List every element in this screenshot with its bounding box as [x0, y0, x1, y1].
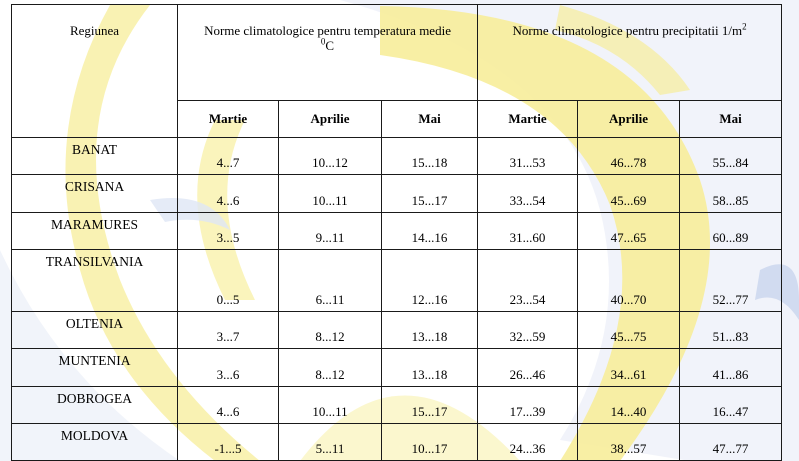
- value-cell: 4...6: [178, 175, 279, 213]
- value-cell: 3...5: [178, 213, 279, 250]
- value-cell: 34...61: [578, 349, 680, 387]
- value-cell: 24...36: [478, 424, 578, 461]
- table-row: [12, 138, 782, 175]
- value-cell: 40...70: [578, 250, 680, 312]
- value-cell: 45...75: [578, 312, 680, 349]
- value-cell: 3...7: [178, 312, 279, 349]
- value-cell: 3...6: [178, 349, 279, 387]
- value-cell: 8...12: [279, 312, 382, 349]
- precipitation-unit-superscript: 2: [742, 21, 747, 32]
- value-cell: 52...77: [680, 250, 782, 312]
- value-cell: 32...59: [478, 312, 578, 349]
- region-cell: TRANSILVANIA: [12, 250, 178, 312]
- value-cell: 16...47: [680, 387, 782, 424]
- region-cell: BANAT: [12, 138, 178, 175]
- value-cell: 33...54: [478, 175, 578, 213]
- value-cell: 58...85: [680, 175, 782, 213]
- value-cell: 6...11: [279, 250, 382, 312]
- value-cell: 13...18: [382, 349, 478, 387]
- table-container: [11, 4, 782, 461]
- value-cell: 31...53: [478, 138, 578, 175]
- value-cell: 8...12: [279, 349, 382, 387]
- value-cell: 4...7: [178, 138, 279, 175]
- month-header: Martie: [178, 101, 279, 138]
- month-header: Mai: [382, 101, 478, 138]
- value-cell: 10...11: [279, 387, 382, 424]
- value-cell: 60...89: [680, 213, 782, 250]
- value-cell: 14...16: [382, 213, 478, 250]
- region-cell: MOLDOVA: [12, 424, 178, 461]
- value-cell: 0...5: [178, 250, 279, 312]
- month-header: Martie: [478, 101, 578, 138]
- month-header: Aprilie: [578, 101, 680, 138]
- table-row: [12, 175, 782, 213]
- value-cell: 31...60: [478, 213, 578, 250]
- temperature-header-text: Norme climatologice pentru temperatura medie: [204, 23, 451, 38]
- temperature-unit: C: [325, 38, 335, 53]
- precipitation-header-text: Norme climatologice pentru precipitatii 1/m: [512, 23, 743, 38]
- temperature-unit-superscript: 0: [320, 36, 326, 47]
- table-row: [12, 349, 782, 387]
- value-cell: 10...12: [279, 138, 382, 175]
- value-cell: 15...17: [382, 175, 478, 213]
- value-cell: 10...11: [279, 175, 382, 213]
- table-row: [12, 250, 782, 312]
- table-row: [12, 387, 782, 424]
- header-row-groups: [12, 5, 782, 101]
- value-cell: 47...65: [578, 213, 680, 250]
- region-cell: MARAMURES: [12, 213, 178, 250]
- value-cell: 15...17: [382, 387, 478, 424]
- value-cell: 13...18: [382, 312, 478, 349]
- value-cell: 38...57: [578, 424, 680, 461]
- value-cell: 26...46: [478, 349, 578, 387]
- value-cell: 5...11: [279, 424, 382, 461]
- value-cell: 9...11: [279, 213, 382, 250]
- value-cell: 17...39: [478, 387, 578, 424]
- value-cell: 4...6: [178, 387, 279, 424]
- precipitation-group-header: [478, 5, 782, 101]
- value-cell: 47...77: [680, 424, 782, 461]
- region-header: Regiunea: [12, 5, 178, 138]
- value-cell: -1...5: [178, 424, 279, 461]
- table-row: [12, 312, 782, 349]
- month-header: Aprilie: [279, 101, 382, 138]
- region-cell: OLTENIA: [12, 312, 178, 349]
- value-cell: 10...17: [382, 424, 478, 461]
- value-cell: 23...54: [478, 250, 578, 312]
- table-row: [12, 424, 782, 461]
- value-cell: 41...86: [680, 349, 782, 387]
- climate-norms-table: [11, 4, 782, 461]
- value-cell: 12...16: [382, 250, 478, 312]
- value-cell: 14...40: [578, 387, 680, 424]
- table-row: [12, 213, 782, 250]
- value-cell: 15...18: [382, 138, 478, 175]
- value-cell: 55...84: [680, 138, 782, 175]
- temperature-group-header: [178, 5, 478, 101]
- region-cell: MUNTENIA: [12, 349, 178, 387]
- region-cell: DOBROGEA: [12, 387, 178, 424]
- region-cell: CRISANA: [12, 175, 178, 213]
- month-header: Mai: [680, 101, 782, 138]
- value-cell: 45...69: [578, 175, 680, 213]
- value-cell: 46...78: [578, 138, 680, 175]
- value-cell: 51...83: [680, 312, 782, 349]
